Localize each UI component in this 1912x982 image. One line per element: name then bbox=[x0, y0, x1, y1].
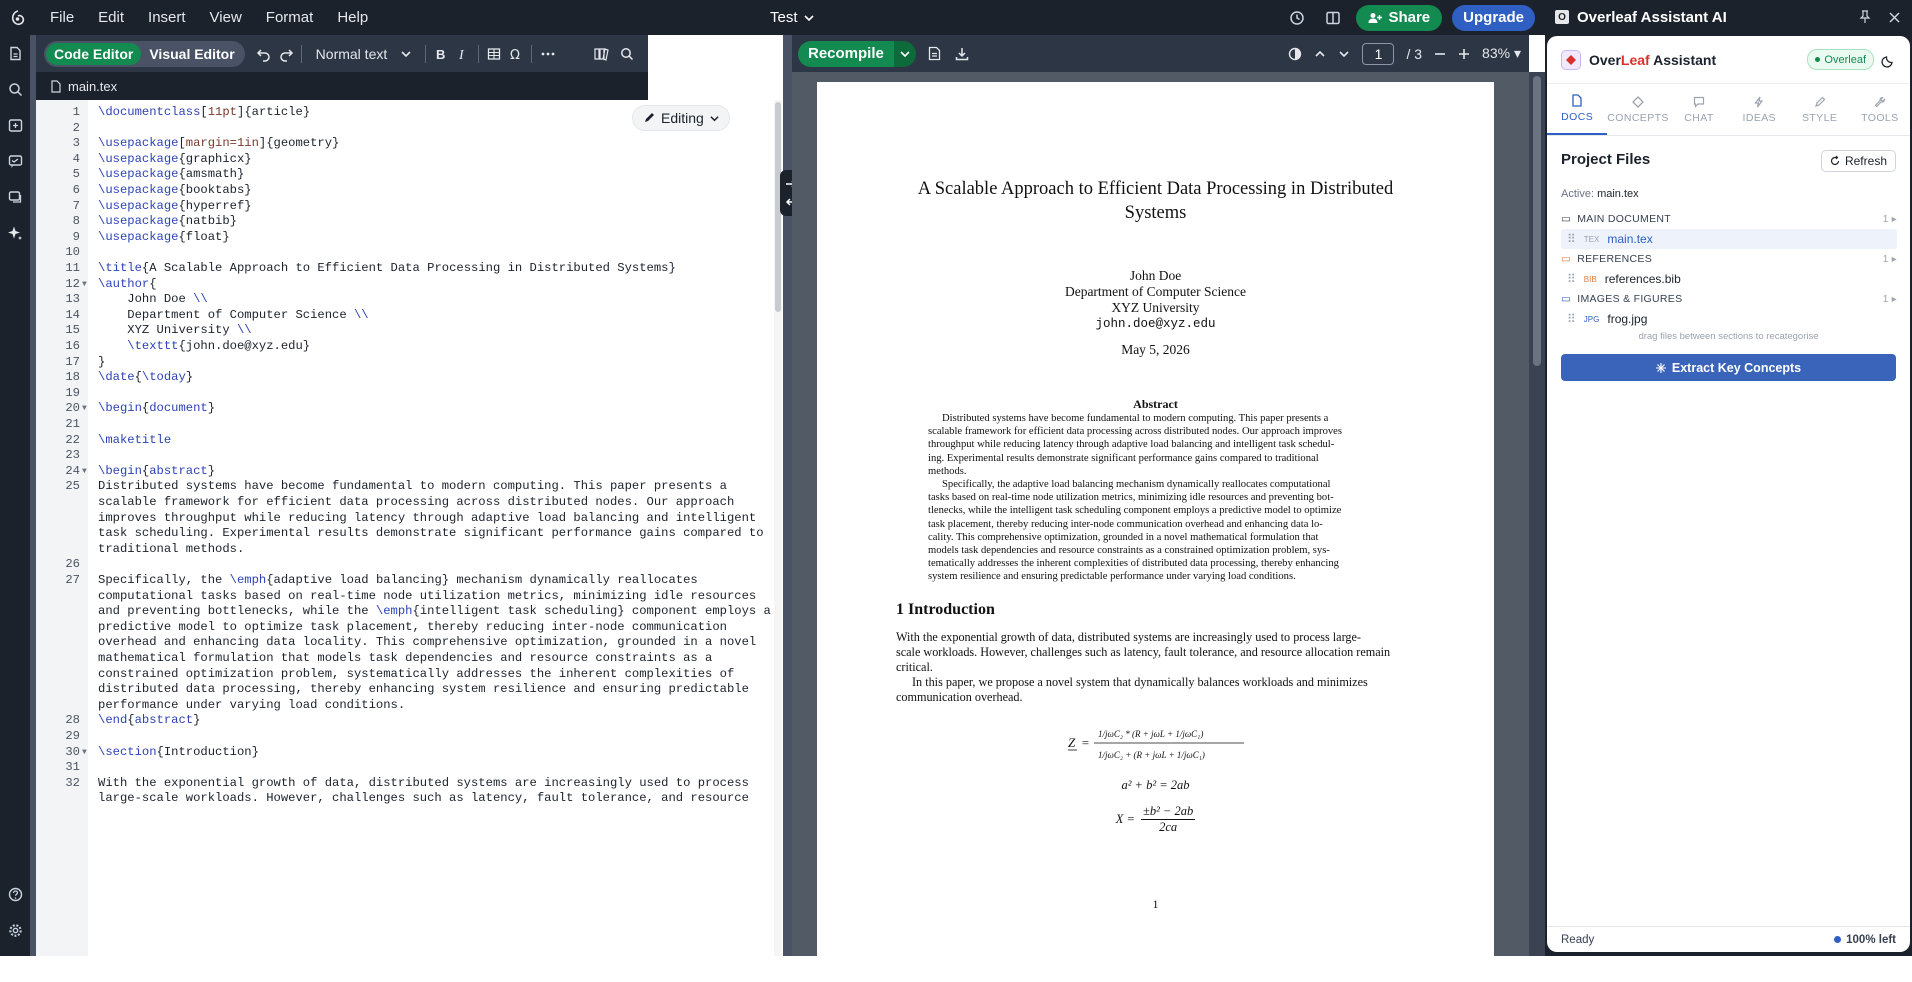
code-text: } bbox=[98, 354, 106, 369]
status-text: Ready bbox=[1561, 933, 1595, 946]
code-text: \begin{document} bbox=[98, 401, 216, 416]
line-number: 25 bbox=[65, 479, 80, 494]
menu-help[interactable]: Help bbox=[337, 9, 369, 26]
line-number: 3 bbox=[72, 136, 80, 151]
menu-edit[interactable]: Edit bbox=[98, 9, 125, 26]
code-text: improves throughput while reducing latency through adaptive load balancing and intelligent bbox=[98, 510, 757, 525]
text-line: ing. Experimental results demonstrate significant performance gains compared to traditional bbox=[928, 452, 1319, 464]
project-title: Test bbox=[770, 9, 798, 26]
file-type-tag: JPG bbox=[1583, 314, 1600, 324]
pdf-page bbox=[817, 82, 1494, 982]
zoom-out-icon[interactable] bbox=[1434, 48, 1446, 60]
paper-author: John Doe bbox=[1129, 268, 1182, 283]
file-type-tag: BIB bbox=[1583, 274, 1597, 284]
chevron-down-icon bbox=[710, 114, 719, 123]
zoom-in-icon[interactable] bbox=[1458, 48, 1470, 60]
file-section-count: 1 ▸ bbox=[1882, 293, 1897, 305]
chevron-down-icon bbox=[804, 13, 814, 23]
tab-style[interactable] bbox=[1789, 84, 1849, 135]
line-number: 26 bbox=[65, 557, 80, 572]
line-number: 10 bbox=[65, 245, 80, 260]
menu-format[interactable]: Format bbox=[265, 9, 314, 26]
close-icon[interactable] bbox=[1889, 12, 1900, 23]
abstract-paragraph-2 bbox=[928, 478, 1385, 584]
more-options-icon[interactable] bbox=[540, 47, 556, 61]
overleaf-logo-icon[interactable] bbox=[0, 0, 36, 35]
pdf-viewer[interactable] bbox=[792, 72, 1529, 956]
fold-toggle-icon[interactable]: ▼ bbox=[82, 466, 87, 476]
status-dot bbox=[1815, 57, 1820, 62]
section-heading: 1 Introduction bbox=[896, 601, 995, 618]
toolbar-divider bbox=[478, 45, 479, 63]
code-text: \section{Introduction} bbox=[98, 744, 259, 759]
svg-text:=: = bbox=[1080, 735, 1090, 750]
top-menu-bar bbox=[0, 0, 1545, 35]
brand-over: Over bbox=[1589, 51, 1621, 68]
text-style-value: Normal text bbox=[315, 45, 388, 62]
fold-toggle-icon[interactable]: ▼ bbox=[82, 279, 87, 289]
refresh-icon bbox=[1830, 156, 1840, 166]
open-file-name: main.tex bbox=[68, 78, 118, 94]
drag-handle-icon[interactable]: ⠿ bbox=[1567, 232, 1576, 246]
file-tree-icon[interactable] bbox=[0, 35, 30, 71]
recompile-options-button[interactable] bbox=[894, 41, 916, 67]
extension-icon: O bbox=[1555, 10, 1569, 24]
toolbar-divider bbox=[425, 45, 426, 63]
folder-icon: ▭ bbox=[1561, 253, 1572, 265]
history-icon[interactable] bbox=[1284, 5, 1310, 31]
code-text: scalable framework for efficient data processing across distributed nodes. Our approach bbox=[98, 495, 735, 509]
code-text: computational tasks based on real-time node utilization metrics, minimizing idle resources bbox=[98, 588, 757, 603]
usage-text: 100% left bbox=[1846, 933, 1896, 946]
text-line: In this paper, we propose a novel system that dynamically balances workloads and minimizes bbox=[912, 675, 1368, 689]
code-text: constrained optimization problem, systematically addresses the inherent complexities of bbox=[98, 666, 735, 681]
file-type-tag: TEX bbox=[1583, 234, 1600, 244]
text-line: With the exponential growth of data, distributed systems are increasingly used to process large- bbox=[896, 630, 1361, 644]
connection-status-badge bbox=[1807, 49, 1874, 70]
menu-file[interactable]: File bbox=[50, 9, 75, 26]
text-line: tasks based on real-time node utilization metrics, minimizing idle resources and preventing bot- bbox=[928, 492, 1334, 504]
equation-impedance bbox=[817, 720, 1494, 770]
text-style-select[interactable] bbox=[310, 46, 418, 62]
file-section-name: REFERENCES bbox=[1577, 253, 1652, 265]
text-line: scalable framework for efficient data processing across distributed nodes. Our approach improves bbox=[928, 426, 1342, 438]
text-line: tematically addresses the inherent complexities of distributed data processing, thereby enhancing bbox=[928, 558, 1339, 570]
menu-view[interactable]: View bbox=[209, 9, 242, 26]
search-icon[interactable] bbox=[0, 71, 30, 107]
code-text: \texttt{john.doe@xyz.edu} bbox=[127, 339, 311, 353]
assistant-window-title: Overleaf Assistant AI bbox=[1577, 8, 1727, 26]
text-line: Specifically, the adaptive load balancing mechanism dynamically reallocates computational bbox=[942, 479, 1331, 490]
abstract-paragraph-1 bbox=[928, 412, 1385, 478]
settings-gear-icon[interactable] bbox=[0, 912, 30, 948]
paper-date: May 5, 2026 bbox=[1121, 342, 1190, 357]
diamond-icon bbox=[1632, 96, 1644, 108]
code-text: traditional methods. bbox=[98, 541, 245, 556]
file-section-count: 1 ▸ bbox=[1882, 253, 1897, 265]
connection-status-label: Overleaf bbox=[1824, 53, 1866, 66]
paper-university: XYZ University bbox=[1111, 300, 1200, 315]
undo-icon[interactable] bbox=[257, 47, 271, 61]
dark-mode-icon[interactable] bbox=[1882, 53, 1896, 67]
chat-icon[interactable] bbox=[0, 179, 30, 215]
ai-sparkle-icon[interactable] bbox=[0, 215, 30, 251]
refresh-button[interactable] bbox=[1821, 150, 1896, 172]
tab-chat-label: CHAT bbox=[1684, 111, 1714, 124]
download-icon[interactable] bbox=[955, 47, 969, 61]
contrast-icon[interactable] bbox=[1288, 47, 1302, 61]
code-text: \usepackage[margin=1in]{geometry} bbox=[98, 136, 340, 151]
file-icon bbox=[50, 80, 62, 93]
code-text: John Doe \\ bbox=[98, 292, 208, 307]
editing-mode-label: Editing bbox=[661, 110, 704, 126]
fold-toggle-icon[interactable]: ▼ bbox=[82, 747, 87, 757]
editor-scrollbar[interactable] bbox=[774, 100, 782, 956]
drag-handle-icon[interactable]: ⠿ bbox=[1567, 272, 1576, 286]
lightning-icon bbox=[1753, 96, 1765, 108]
code-text: Specifically, the \emph{adaptive load balancing} mechanism dynamically reallocates bbox=[98, 573, 698, 587]
text-line: methods. bbox=[928, 465, 967, 477]
text-line: task placement, thereby reducing inter-node communication overhead and enhancing data lo- bbox=[928, 518, 1323, 530]
upgrade-button[interactable]: Upgrade bbox=[1452, 5, 1535, 31]
line-number: 4 bbox=[72, 151, 80, 166]
code-text: large-scale workloads. However, challenges such as latency, fault tolerance, and resource bbox=[98, 791, 749, 806]
extract-label: Extract Key Concepts bbox=[1671, 360, 1802, 375]
code-text: \usepackage{amsmath} bbox=[98, 167, 245, 182]
code-text: \usepackage{natbib} bbox=[98, 214, 237, 229]
active-file-line bbox=[1561, 188, 1639, 200]
line-number: 21 bbox=[65, 417, 80, 431]
code-text: \end{abstract} bbox=[98, 713, 201, 728]
file-name: main.tex bbox=[1607, 232, 1653, 246]
italic-icon[interactable] bbox=[456, 47, 470, 61]
document-icon bbox=[1571, 94, 1583, 107]
text-line: cality. This comprehensive optimization, grounded in a novel mathematical formulation that bbox=[928, 531, 1319, 543]
line-number: 20 bbox=[65, 401, 80, 416]
file-section-count: 1 ▸ bbox=[1882, 213, 1897, 225]
code-text: \documentclass[11pt]{article} bbox=[98, 105, 311, 119]
sparkle-icon bbox=[1656, 363, 1666, 373]
left-rail bbox=[0, 35, 30, 956]
introduction-text bbox=[896, 630, 1414, 705]
line-number: 30 bbox=[65, 744, 80, 759]
code-text: Distributed systems have become fundamental to modern computing. This paper presents a bbox=[98, 479, 727, 494]
active-label: Active: bbox=[1561, 188, 1595, 200]
brand-leaf: Leaf bbox=[1620, 51, 1650, 68]
tab-tools[interactable] bbox=[1850, 84, 1910, 135]
line-number: 14 bbox=[65, 307, 80, 322]
code-text: \usepackage{graphicx} bbox=[98, 151, 252, 166]
impedance-equation-graphic bbox=[1066, 720, 1246, 766]
code-text: and preventing bottlenecks, while the \emph{intelligent task scheduling} component employs a bbox=[98, 604, 771, 619]
line-number: 23 bbox=[65, 448, 80, 463]
line-number: 18 bbox=[65, 370, 80, 385]
assistant-status-bar bbox=[1547, 926, 1910, 952]
code-text: \maketitle bbox=[98, 432, 172, 447]
code-text: Department of Computer Science \\ bbox=[98, 307, 369, 322]
line-number: 2 bbox=[72, 120, 80, 135]
wrench-icon bbox=[1874, 96, 1886, 108]
code-text: predictive model to optimize task placement, thereby reducing inter-node communication bbox=[98, 619, 727, 634]
help-icon[interactable] bbox=[0, 876, 30, 912]
layout-icon[interactable] bbox=[1320, 5, 1346, 31]
line-number: 9 bbox=[72, 229, 80, 244]
code-line[interactable] bbox=[36, 789, 749, 808]
line-number: 32 bbox=[65, 775, 80, 790]
text-line: critical. bbox=[896, 660, 933, 674]
svg-text:Ω: Ω bbox=[510, 47, 521, 63]
share-button[interactable] bbox=[1356, 5, 1442, 31]
next-page-icon[interactable] bbox=[1338, 48, 1350, 60]
file-row[interactable] bbox=[1561, 309, 1897, 329]
file-section-name: MAIN DOCUMENT bbox=[1577, 213, 1671, 225]
assistant-window-header bbox=[1545, 0, 1912, 34]
recompile-button-group bbox=[798, 41, 916, 67]
assistant-card bbox=[1547, 36, 1910, 952]
logs-icon[interactable] bbox=[928, 46, 941, 61]
assistant-brand bbox=[1589, 52, 1716, 68]
page-total: / 3 bbox=[1406, 45, 1423, 62]
text-line: system resilience and ensuring predictable performance under varying load conditions. bbox=[928, 571, 1296, 583]
visual-editor-toggle[interactable]: Visual Editor bbox=[149, 45, 235, 62]
toolbar-divider bbox=[531, 45, 532, 63]
line-number: 11 bbox=[65, 261, 80, 275]
line-number: 13 bbox=[65, 292, 80, 307]
chevron-down-icon bbox=[401, 49, 411, 59]
toolbar-divider bbox=[301, 45, 302, 63]
pencil-icon bbox=[643, 112, 655, 124]
tab-docs[interactable] bbox=[1547, 84, 1607, 135]
line-number: 15 bbox=[65, 323, 80, 338]
line-number: 17 bbox=[65, 354, 80, 369]
folder-icon: ▭ bbox=[1561, 213, 1572, 225]
search-icon[interactable] bbox=[620, 47, 634, 61]
equation-3-numerator: ±b² − 2ab bbox=[1142, 804, 1194, 818]
assistant-panel bbox=[1545, 0, 1912, 956]
table-icon[interactable] bbox=[487, 47, 501, 61]
code-text: overhead and enhancing data locality. This comprehensive optimization, grounded in a novel bbox=[98, 635, 757, 650]
folder-icon: ▭ bbox=[1561, 293, 1572, 305]
svg-text:1/jωC₂ * (R + jωL + 1/jωC₁): 1/jωC₂ * (R + jωL + 1/jωC₁) bbox=[1097, 729, 1203, 739]
tab-docs-label: DOCS bbox=[1561, 111, 1594, 123]
code-text: XYZ University \\ bbox=[98, 323, 252, 338]
line-number: 22 bbox=[65, 432, 80, 447]
code-text: performance under varying load conditions. bbox=[98, 697, 406, 712]
equation-3 bbox=[817, 804, 1494, 835]
chevron-down-icon bbox=[900, 49, 910, 59]
svg-text:I: I bbox=[459, 47, 464, 63]
open-file-tab[interactable] bbox=[36, 72, 648, 100]
code-text: \usepackage{hyperref} bbox=[98, 198, 252, 213]
tab-chat[interactable] bbox=[1669, 84, 1729, 135]
svg-text:Z: Z bbox=[1067, 735, 1075, 750]
paper-title bbox=[867, 177, 1444, 225]
menu-insert[interactable]: Insert bbox=[148, 9, 186, 26]
file-row[interactable] bbox=[1561, 269, 1897, 289]
pdf-page-number: 1 bbox=[1152, 897, 1159, 911]
active-file-name: main.tex bbox=[1597, 188, 1639, 200]
code-text: \author{ bbox=[98, 276, 157, 291]
paper-email: john.doe@xyz.edu bbox=[1095, 317, 1216, 331]
tab-concepts-label: CONCEPTS bbox=[1607, 111, 1669, 124]
line-number: 31 bbox=[65, 760, 80, 775]
line-number: 7 bbox=[72, 198, 80, 213]
extract-key-concepts-button[interactable] bbox=[1561, 354, 1896, 381]
file-section-name: IMAGES & FIGURES bbox=[1577, 293, 1683, 305]
line-number: 12 bbox=[65, 276, 80, 291]
recompile-button[interactable]: Recompile bbox=[798, 41, 894, 67]
line-number: 29 bbox=[65, 729, 80, 743]
code-text: \date{\today} bbox=[98, 370, 194, 385]
zoom-select[interactable]: 83% ▾ bbox=[1482, 45, 1521, 61]
code-text: \usepackage{booktabs} bbox=[98, 183, 252, 197]
assistant-header bbox=[1547, 36, 1910, 84]
line-number: 28 bbox=[65, 713, 80, 728]
code-text: \title{A Scalable Approach to Efficient Data Processing in Distributed Systems} bbox=[98, 261, 676, 275]
tab-ideas[interactable] bbox=[1729, 84, 1789, 135]
paper-department: Department of Computer Science bbox=[1064, 284, 1247, 299]
editor-toolbar bbox=[36, 35, 648, 72]
library-icon[interactable] bbox=[594, 47, 610, 61]
equation-2: a² + b² = 2ab bbox=[1121, 778, 1190, 792]
code-text: distributed data processing, thereby enhancing system resilience and ensuring predictable bbox=[98, 682, 749, 697]
line-number: 24 bbox=[65, 463, 80, 478]
editor-mode-switch bbox=[44, 41, 245, 67]
pdf-toolbar bbox=[792, 35, 1529, 72]
equation-3-lhs: X = bbox=[1115, 812, 1135, 826]
pdf-scroll-thumb[interactable] bbox=[1533, 76, 1541, 366]
paper-title-line-2: Systems bbox=[1124, 203, 1187, 223]
code-text: task scheduling. Experimental results demonstrate significant performance gains compared to bbox=[98, 526, 764, 541]
file-name: frog.jpg bbox=[1607, 312, 1648, 326]
pdf-scrollbar[interactable] bbox=[1529, 72, 1545, 956]
editing-mode-dropdown[interactable] bbox=[632, 105, 730, 131]
file-section-header[interactable] bbox=[1561, 250, 1897, 268]
file-row[interactable] bbox=[1561, 229, 1897, 249]
drag-handle-icon[interactable]: ⠿ bbox=[1567, 312, 1576, 326]
code-text: \begin{abstract} bbox=[98, 463, 216, 478]
file-section-header[interactable] bbox=[1561, 290, 1897, 308]
pen-icon bbox=[1814, 96, 1826, 108]
code-text: With the exponential growth of data, distributed systems are increasingly used to process bbox=[98, 775, 749, 790]
text-line: throughput while reducing latency through adaptive load balancing and intelligent task schedul- bbox=[928, 439, 1335, 451]
brand-rest: Assistant bbox=[1649, 51, 1717, 68]
line-number: 6 bbox=[72, 183, 80, 197]
page-number-input[interactable]: 1 bbox=[1362, 43, 1394, 65]
pin-icon[interactable] bbox=[1859, 10, 1871, 24]
line-number: 5 bbox=[72, 167, 80, 182]
file-name: references.bib bbox=[1604, 272, 1681, 286]
bold-icon[interactable] bbox=[434, 47, 448, 61]
tab-concepts[interactable] bbox=[1607, 84, 1669, 135]
abstract-heading: Abstract bbox=[1133, 397, 1178, 411]
usage-dot bbox=[1834, 936, 1841, 943]
fold-toggle-icon[interactable]: ▼ bbox=[82, 404, 87, 414]
usage-indicator bbox=[1834, 934, 1896, 946]
add-user-icon bbox=[1368, 12, 1382, 24]
text-line: models task dependencies and resource constraints as a constrained optimization problem, sys- bbox=[928, 545, 1330, 557]
line-number: 1 bbox=[72, 105, 80, 119]
share-label: Share bbox=[1388, 9, 1431, 26]
equation-3-denominator: 2ca bbox=[1159, 820, 1178, 834]
text-line: tlenecks, while the intelligent task scheduling component employs a predictive model to optimize bbox=[928, 505, 1342, 517]
line-number: 19 bbox=[65, 385, 80, 400]
project-title-button[interactable] bbox=[770, 0, 814, 35]
code-editor-toggle[interactable]: Code Editor bbox=[46, 43, 141, 65]
symbol-omega-icon[interactable] bbox=[509, 47, 523, 61]
code-text: mathematical formulation that models task dependencies and resource constraints as a bbox=[98, 651, 713, 665]
review-icon[interactable] bbox=[0, 143, 30, 179]
redo-icon[interactable] bbox=[279, 47, 293, 61]
zoom-level: 83% bbox=[1482, 45, 1511, 61]
code-text: \usepackage{float} bbox=[98, 229, 230, 244]
previous-page-icon[interactable] bbox=[1314, 48, 1326, 60]
file-section-header[interactable] bbox=[1561, 210, 1897, 228]
line-number: 27 bbox=[65, 573, 80, 587]
svg-text:B: B bbox=[436, 46, 446, 62]
refresh-label: Refresh bbox=[1844, 154, 1887, 168]
line-number: 8 bbox=[72, 214, 80, 229]
integrations-icon[interactable] bbox=[0, 107, 30, 143]
tab-ideas-label: IDEAS bbox=[1742, 111, 1777, 124]
tab-style-label: STYLE bbox=[1801, 111, 1838, 124]
svg-text:1/jωC₂ + (R + jωL + 1/jωC₁): 1/jωC₂ + (R + jωL + 1/jωC₁) bbox=[1097, 750, 1205, 760]
chat-bubble-icon bbox=[1693, 96, 1705, 108]
paper-title-line-1: A Scalable Approach to Efficient Data Processing in Distributed bbox=[917, 179, 1394, 199]
text-line: scale workloads. However, challenges such as latency, fault tolerance, and resource allocation remain bbox=[896, 645, 1391, 659]
line-number: 16 bbox=[65, 339, 80, 353]
project-files-heading: Project Files bbox=[1561, 151, 1651, 168]
tab-tools-label: TOOLS bbox=[1861, 111, 1899, 124]
assistant-tabs bbox=[1547, 84, 1910, 136]
text-line: communication overhead. bbox=[896, 690, 1023, 704]
text-line: Distributed systems have become fundamental to modern computing. This paper presents a bbox=[942, 413, 1329, 424]
assistant-logo-icon bbox=[1561, 50, 1581, 70]
drag-hint: drag files between sections to recategorise bbox=[1638, 331, 1819, 342]
